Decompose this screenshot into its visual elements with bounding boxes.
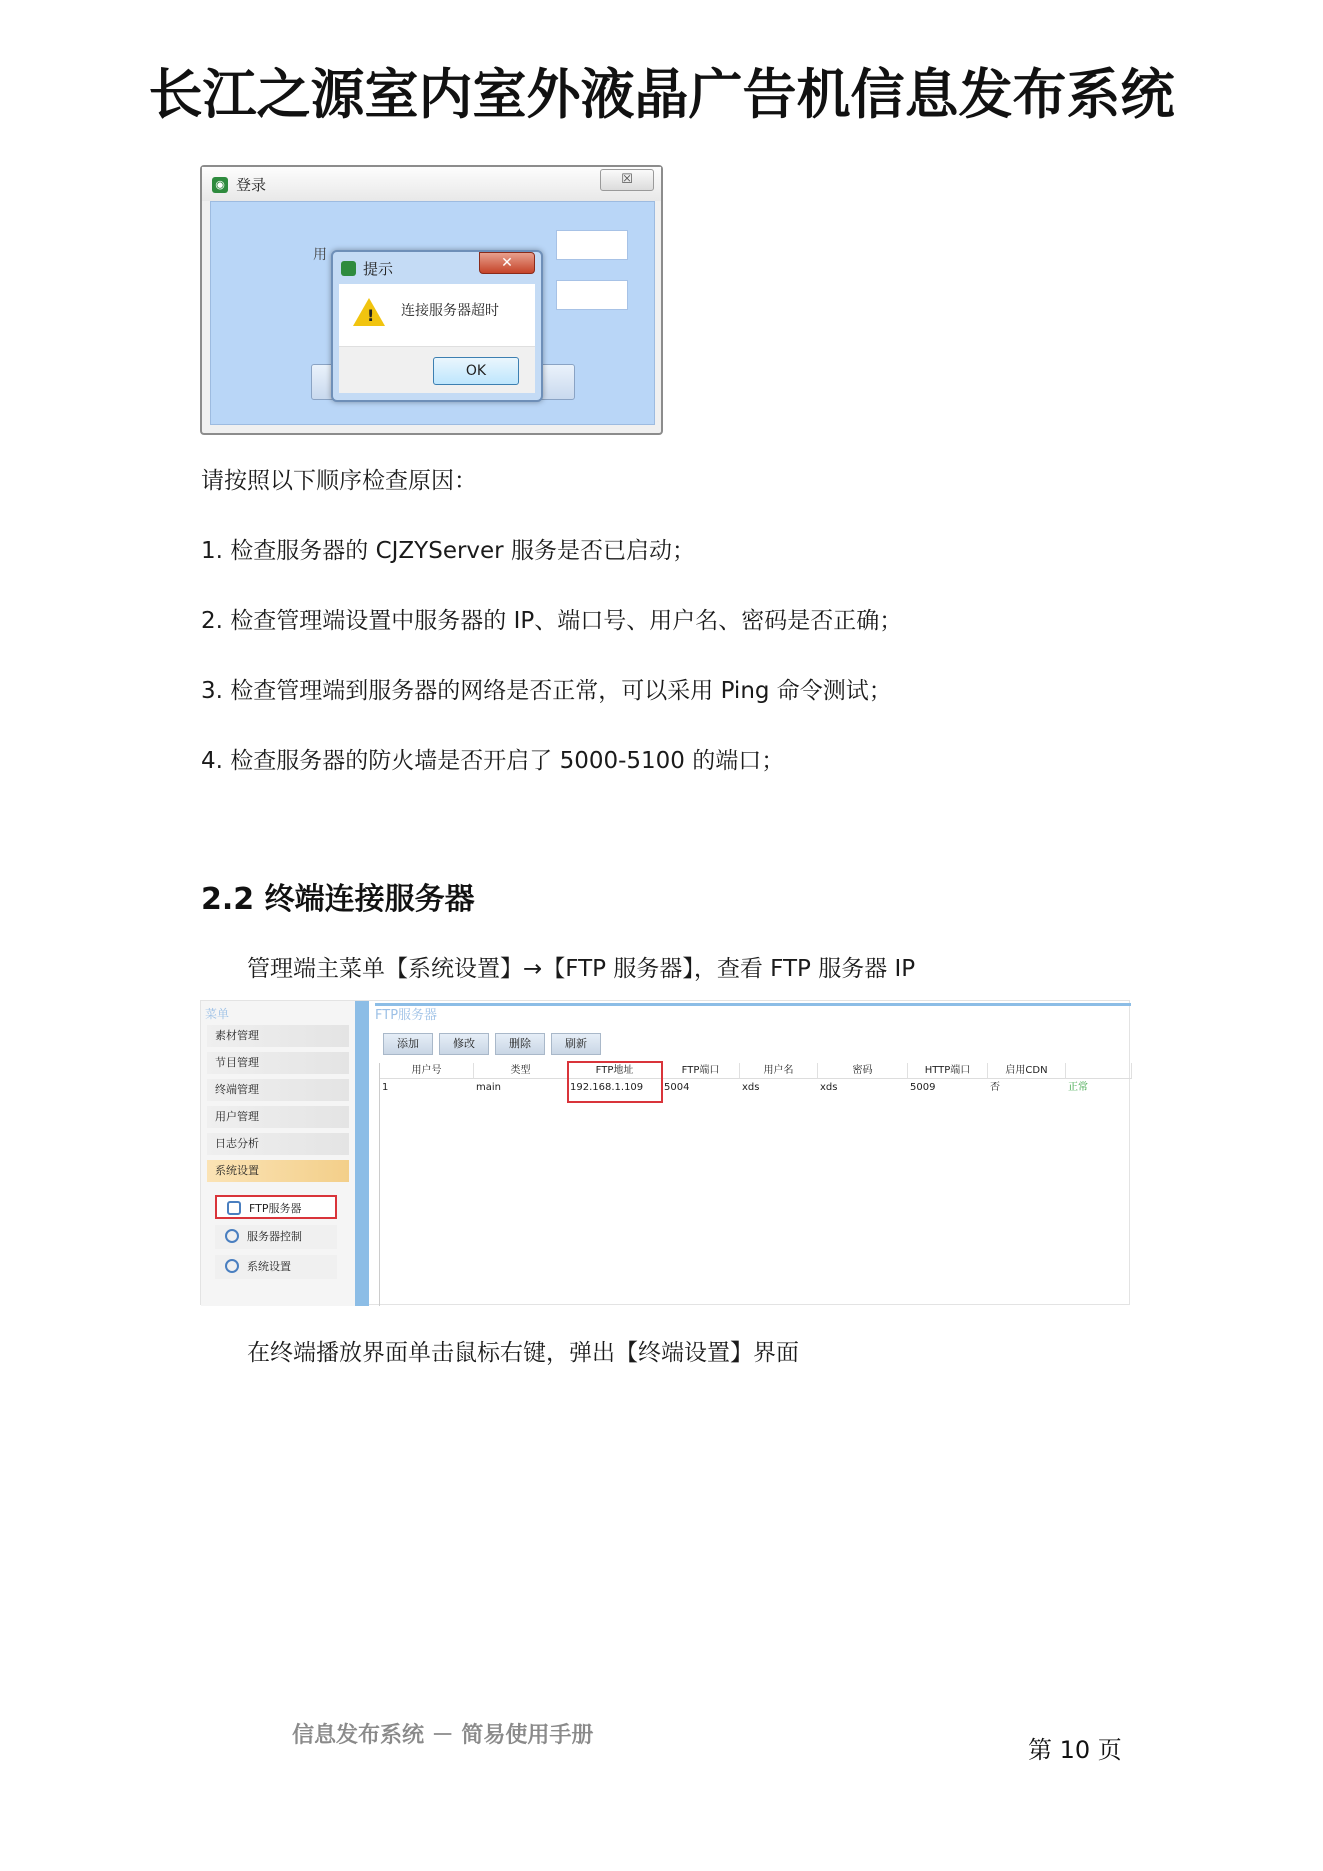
page-number: 第 10 页 [1028,1736,1122,1764]
cell-ftp-port[interactable]: 5004 [664,1082,690,1093]
submenu-ftp-server[interactable] [215,1195,337,1219]
ftp-server-table [379,1063,1132,1306]
footer-manual-title: 信息发布系统 － 简易使用手册 [292,1723,594,1748]
message-close-button[interactable]: ✕ [479,252,535,274]
check-item-4: 4. 检查服务器的防火墙是否开启了 5000-5100 的端口； [201,748,785,774]
timeout-message-box [331,250,543,402]
cell-http-port[interactable]: 5009 [910,1082,936,1093]
column-header[interactable]: FTP端口 [662,1063,740,1079]
refresh-button[interactable]: 刷新 [551,1033,601,1055]
password-field[interactable] [556,280,628,310]
terminal-instruction: 在终端播放界面单击鼠标右键，弹出【终端设置】界面 [247,1340,799,1366]
message-app-icon [341,261,356,276]
column-header[interactable]: 类型 [474,1063,568,1079]
cell-password[interactable]: xds [820,1082,838,1093]
submenu-ftp-label: FTP服务器 [249,1202,302,1215]
login-body [210,201,655,425]
panel-title: FTP服务器 [375,1003,1131,1027]
message-title: 提示 [363,260,394,278]
cell-status[interactable]: 正常 [1068,1082,1088,1093]
column-header[interactable]: 启用CDN [988,1063,1066,1079]
delete-button[interactable]: 删除 [495,1033,545,1055]
cell-cdn[interactable]: 否 [990,1082,1000,1093]
ok-button[interactable]: OK [433,357,519,385]
menu-item-material[interactable]: 素材管理 [207,1025,349,1047]
app-logo-icon: ◉ [212,177,228,193]
login-dialog-screenshot [200,165,663,435]
warning-exclamation: ! [367,306,375,325]
check-item-3: 3. 检查管理端到服务器的网络是否正常，可以采用 Ping 命令测试； [201,678,892,704]
column-header[interactable] [1066,1063,1132,1079]
cell-type[interactable]: main [476,1082,501,1093]
ftp-server-screenshot [200,1000,1130,1305]
cell-username[interactable]: xds [742,1082,760,1093]
username-field[interactable] [556,230,628,260]
add-button[interactable]: 添加 [383,1033,433,1055]
message-button-area [339,346,535,393]
cell-user-id[interactable]: 1 [382,1082,389,1093]
document-title: 长江之源室内室外液晶广告机信息发布系统 [148,63,1175,126]
column-header[interactable]: HTTP端口 [908,1063,988,1079]
menu-item-user[interactable]: 用户管理 [207,1106,349,1128]
message-text: 连接服务器超时 [401,303,499,319]
message-body [339,284,535,392]
check-item-2: 2. 检查管理端设置中服务器的 IP、端口号、用户名、密码是否正确； [201,608,903,634]
user-list-icon [227,1201,241,1215]
username-label: 用 [313,247,327,263]
gear-icon [225,1229,239,1243]
menu-sidebar [201,1001,355,1306]
gear-icon [225,1259,239,1273]
cell-ftp-address[interactable]: 192.168.1.109 [570,1082,644,1093]
menu-item-log[interactable]: 日志分析 [207,1133,349,1155]
menu-item-terminal[interactable]: 终端管理 [207,1079,349,1101]
login-close-button[interactable]: ☒ [600,169,654,191]
submenu-server-label: 服务器控制 [247,1230,302,1243]
sidebar-title: 菜单 [205,1007,230,1021]
sidebar-splitter[interactable] [355,1001,369,1306]
login-title: 登录 [236,176,267,194]
column-header[interactable]: 用户名 [740,1063,818,1079]
submenu-system-label: 系统设置 [247,1260,291,1273]
menu-item-program[interactable]: 节目管理 [207,1052,349,1074]
submenu-system-settings[interactable] [215,1255,337,1279]
section-heading: 2.2 终端连接服务器 [201,882,475,917]
message-titlebar [333,252,541,284]
column-header[interactable]: FTP地址 [568,1063,662,1079]
edit-button[interactable]: 修改 [439,1033,489,1055]
menu-item-system[interactable]: 系统设置 [207,1160,349,1182]
check-item-1: 1. 检查服务器的 CJZYServer 服务是否已启动； [201,538,695,564]
ftp-address-highlight [567,1061,663,1103]
login-titlebar [202,167,661,201]
column-header[interactable]: 密码 [818,1063,908,1079]
ftp-instruction: 管理端主菜单【系统设置】→【FTP 服务器】，查看 FTP 服务器 IP [247,956,916,982]
column-header[interactable]: 用户号 [380,1063,474,1079]
submenu-server-control[interactable] [215,1225,337,1249]
check-intro: 请按照以下顺序检查原因： [201,468,477,494]
